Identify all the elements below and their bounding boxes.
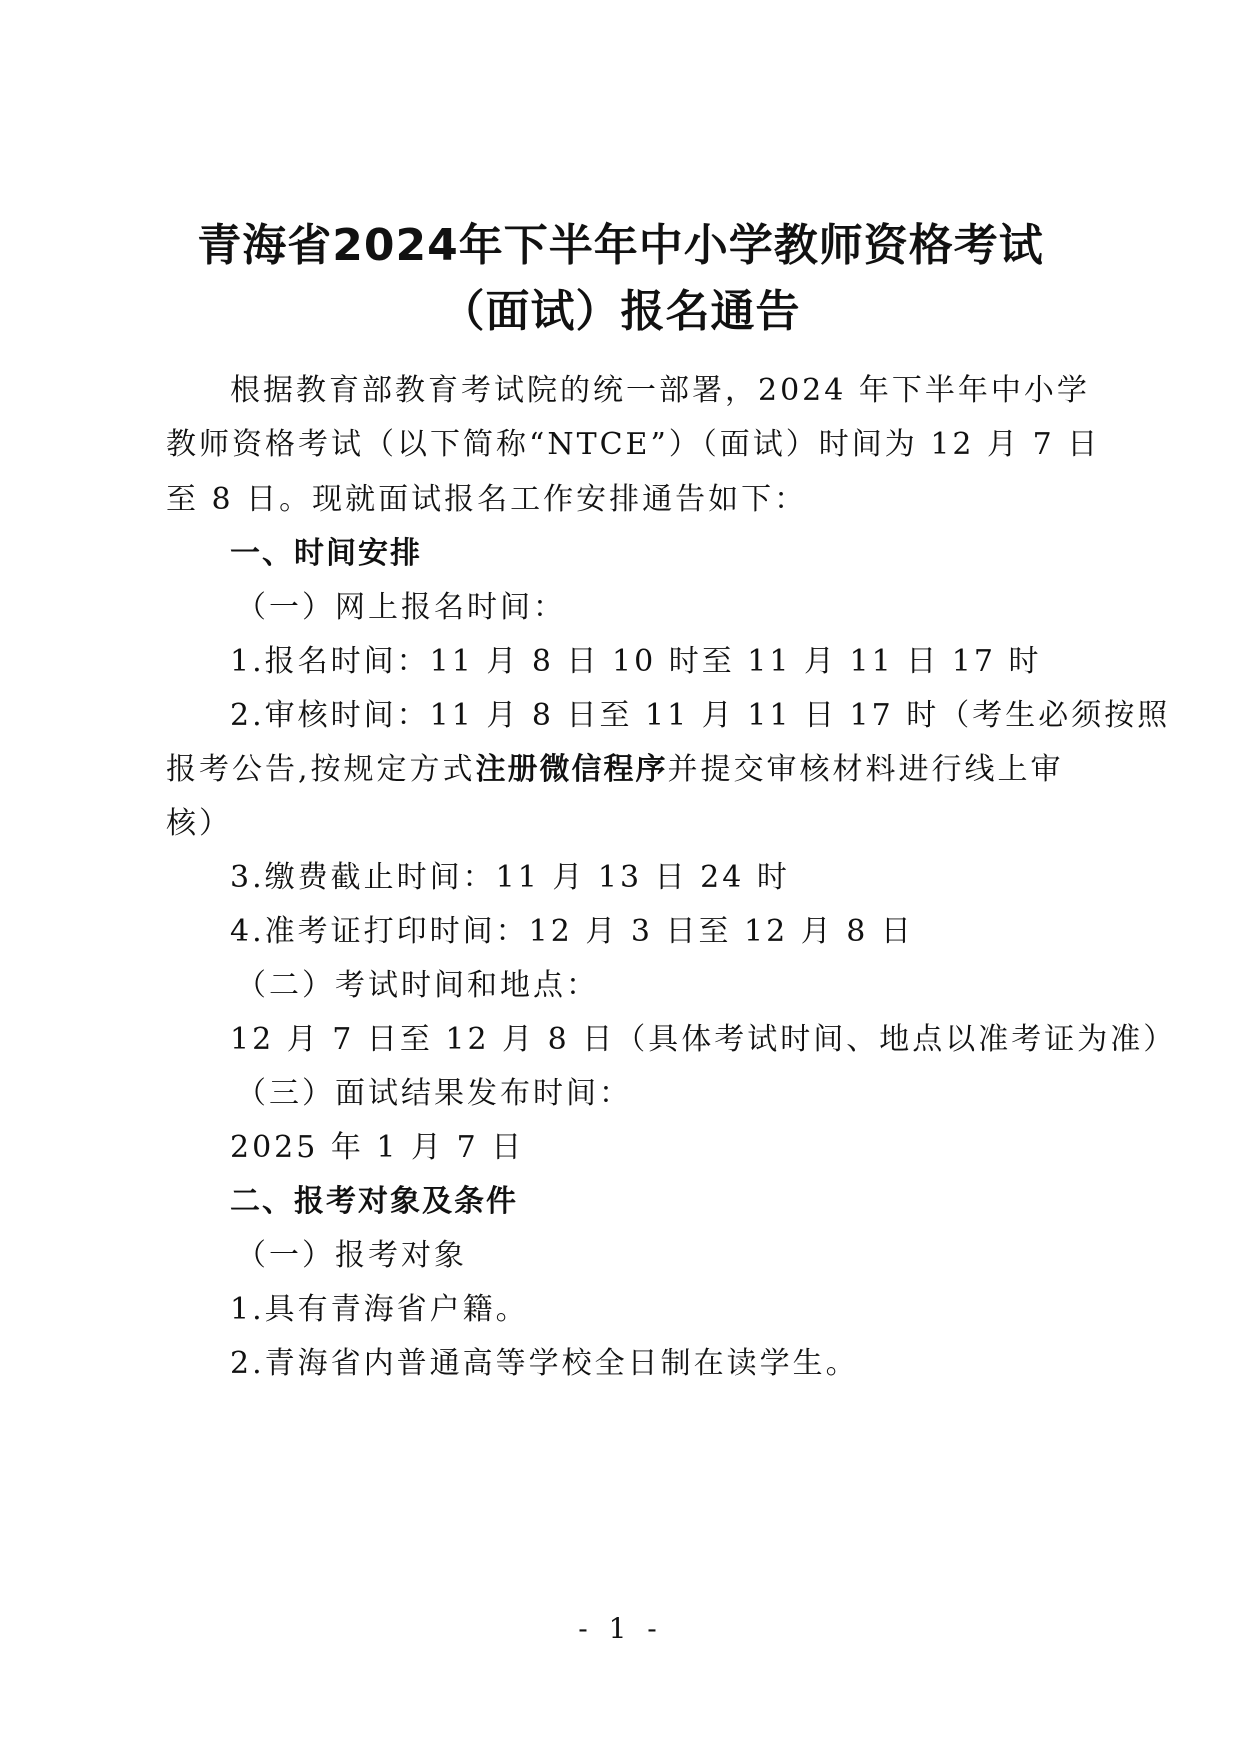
intro-line-2: 教师资格考试（以下简称“NTCE”）（面试）时间为 12 月 7 日	[166, 427, 1101, 462]
intro-line-1: 根据教育部教育考试院的统一部署，2024 年下半年中小学	[230, 373, 1090, 408]
page-number: - 1 -	[578, 1612, 663, 1645]
section-1-sub-3-text: 2025 年 1 月 7 日	[230, 1130, 525, 1165]
section-2-item-2: 2.青海省内普通高等学校全日制在读学生。	[230, 1346, 859, 1381]
section-1-heading: 一、时间安排	[230, 536, 422, 571]
document-title-line-1: 青海省2024年下半年中小学教师资格考试	[197, 220, 1044, 271]
section-1-item-2-line-3: 核）	[166, 806, 232, 841]
section-1-sub-3: （三）面试结果发布时间：	[236, 1076, 632, 1111]
section-1-item-3: 3.缴费截止时间：11 月 13 日 24 时	[230, 860, 790, 895]
document-title-line-2: （面试）报名通告	[440, 286, 801, 337]
section-2-sub-1: （一）报考对象	[236, 1238, 467, 1273]
section-2-item-1: 1.具有青海省户籍。	[230, 1292, 529, 1327]
section-1-sub-2: （二）考试时间和地点：	[236, 968, 599, 1003]
section-2-heading: 二、报考对象及条件	[230, 1184, 518, 1219]
section-1-item-1: 1.报名时间：11 月 8 日 10 时至 11 月 11 日 17 时	[230, 644, 1042, 679]
item-2-text-pre: 报考公告,按规定方式	[166, 752, 476, 787]
section-1-item-2-line-2	[166, 752, 1064, 787]
intro-line-3: 至 8 日。现就面试报名工作安排通告如下：	[166, 482, 808, 517]
section-1-sub-2-text: 12 月 7 日至 12 月 8 日（具体考试时间、地点以准考证为准）	[230, 1022, 1177, 1057]
section-1-sub-1: （一）网上报名时间：	[236, 590, 566, 625]
section-1-item-4: 4.准考证打印时间：12 月 3 日至 12 月 8 日	[230, 914, 914, 949]
item-2-text-post: 并提交审核材料进行线上审	[667, 752, 1064, 787]
section-1-item-2-line-1: 2.审核时间：11 月 8 日至 11 月 11 日 17 时（考生必须按照	[230, 698, 1171, 733]
item-2-text-bold: 注册微信程序	[475, 752, 668, 787]
